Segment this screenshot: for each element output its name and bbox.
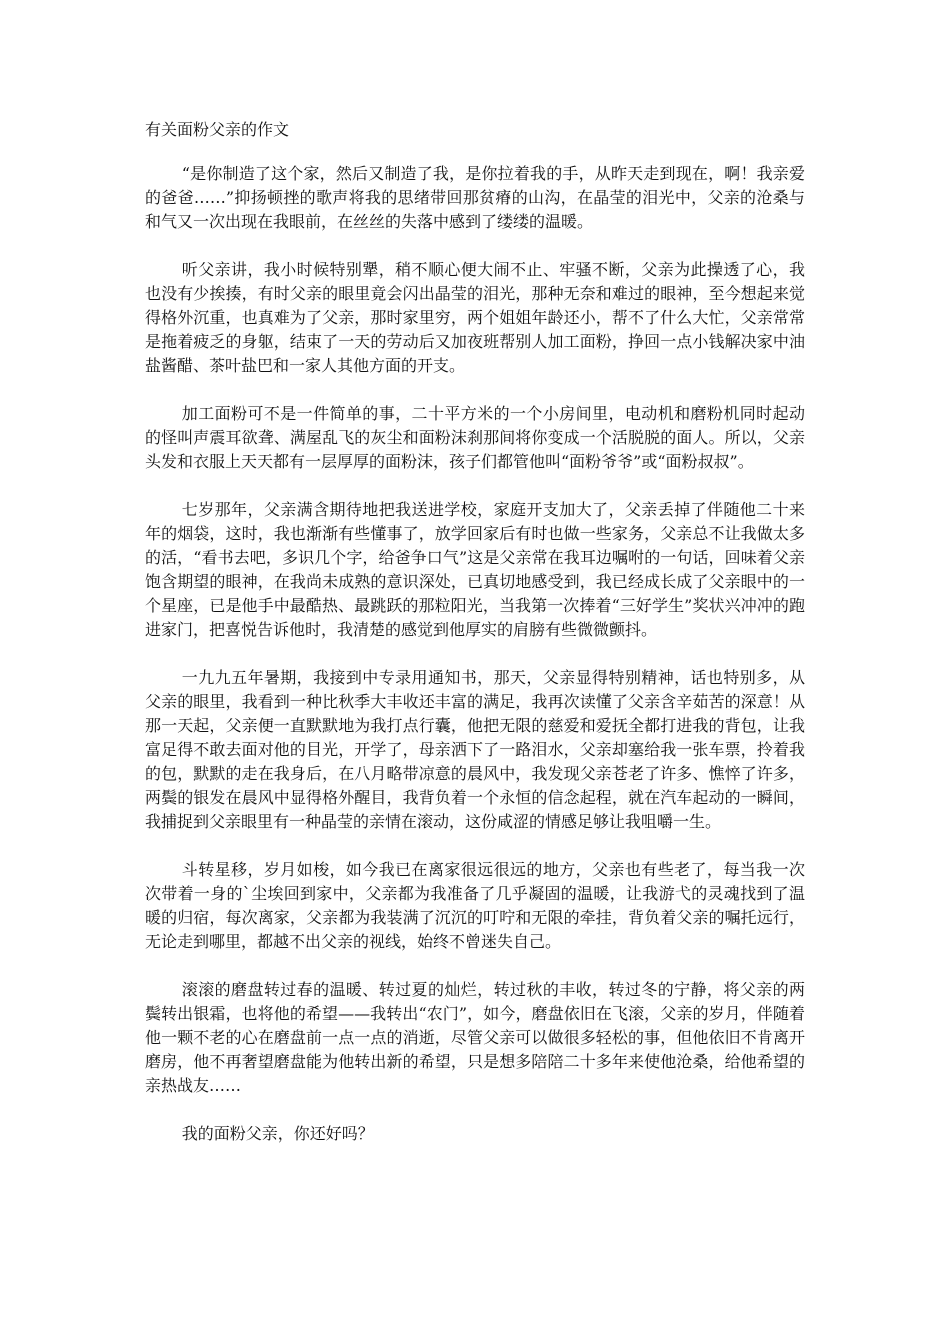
- paragraph-2: 听父亲讲，我小时候特别犟，稍不顺心便大闹不止、牢骚不断，父亲为此操透了心，我也没有少挨揍，有时父亲的眼里竟会闪出晶莹的泪光，那种无奈和难过的眼神，至今想起来觉得格外沉重，也真难为了父亲，那时家里穷，两个姐姐年龄还小，帮不了什么大忙，父亲常常是拖着疲乏的身躯，结束了一天的劳动后又加夜班帮别人加工面粉，挣回一点小钱解决家中油盐酱醋、茶叶盐巴和一家人其他方面的开支。: [145, 260, 805, 375]
- paragraph-6: 斗转星移，岁月如梭，如今我已在离家很远很远的地方，父亲也有些老了，每当我一次次带着一身的`尘埃回到家中，父亲都为我准备了几乎凝固的温暖，让我游弋的灵魂找到了温暖的归宿，每次离家，父亲都为我装满了沉沉的叮咛和无限的牵挂，背负着父亲的嘱托远行，无论走到哪里，都越不出父亲的视线，始终不曾迷失自己。: [145, 860, 805, 951]
- paragraph-1: “是你制造了这个家，然后又制造了我，是你拉着我的手，从昨天走到现在，啊！我亲爱的爸爸……”抑扬顿挫的歌声将我的思绪带回那贫瘠的山沟，在晶莹的泪光中，父亲的沧桑与和气又一次出现在我眼前，在丝丝的失落中感到了缕缕的温暖。: [145, 164, 805, 231]
- paragraph-8: 我的面粉父亲，你还好吗？: [181, 1124, 374, 1143]
- paragraph-3: 加工面粉可不是一件简单的事，二十平方米的一个小房间里，电动机和磨粉机同时起动的怪叫声震耳欲聋、满屋乱飞的灰尘和面粉沫刹那间将你变成一个活脱脱的面人。所以，父亲头发和衣服上天天都有一层厚厚的面粉沫，孩子们都管他叫“面粉爷爷”或“面粉叔叔”。: [145, 404, 805, 471]
- document-title: 有关面粉父亲的作文: [145, 120, 290, 139]
- paragraph-7: 滚滚的磨盘转过春的温暖、转过夏的灿烂，转过秋的丰收，转过冬的宁静，将父亲的两鬓转出银霜，也将他的希望——我转出“农门”，如今，磨盘依旧在飞滚，父亲的岁月，伴随着他一颗不老的心在磨盘前一点一点的消逝，尽管父亲可以做很多轻松的事，但他依旧不肯离开磨房，他不再奢望磨盘能为他转出新的希望，只是想多陪陪二十多年来使他沧桑，给他希望的亲热战友……: [145, 980, 805, 1095]
- document-body: [145, 118, 805, 1170]
- paragraph-5: 一九九五年暑期，我接到中专录用通知书，那天，父亲显得特别精神，话也特别多，从父亲的眼里，我看到一种比秋季大丰收还丰富的满足，我再次读懂了父亲含辛茹苦的深意！从那一天起，父亲便一直默默地为我打点行囊，他把无限的慈爱和爱抚全都打进我的背包，让我富足得不敢去面对他的目光，开学了，母亲洒下了一路泪水，父亲却塞给我一张车票，拎着我的包，默默的走在我身后，在八月略带凉意的晨风中，我发现父亲苍老了许多、憔悴了许多，两鬓的银发在晨风中显得格外醒目，我背负着一个永恒的信念起程，就在汽车起动的一瞬间，我捕捉到父亲眼里有一种晶莹的亲情在滚动，这份咸涩的情感足够让我咀嚼一生。: [145, 668, 805, 831]
- paragraph-4: 七岁那年，父亲满含期待地把我送进学校，家庭开支加大了，父亲丢掉了伴随他二十来年的烟袋，这时，我也渐渐有些懂事了，放学回家后有时也做一些家务，父亲总不让我做太多的活，“看书去吧，多识几个字，给爸争口气”这是父亲常在我耳边嘱咐的一句话，回味着父亲饱含期望的眼神，在我尚未成熟的意识深处，已真切地感受到，我已经成长成了父亲眼中的一个星座，已是他手中最酷热、最跳跃的那粒阳光，当我第一次捧着“三好学生”奖状兴冲冲的跑进家门，把喜悦告诉他时，我清楚的感觉到他厚实的肩膀有些微微颤抖。: [145, 500, 805, 639]
